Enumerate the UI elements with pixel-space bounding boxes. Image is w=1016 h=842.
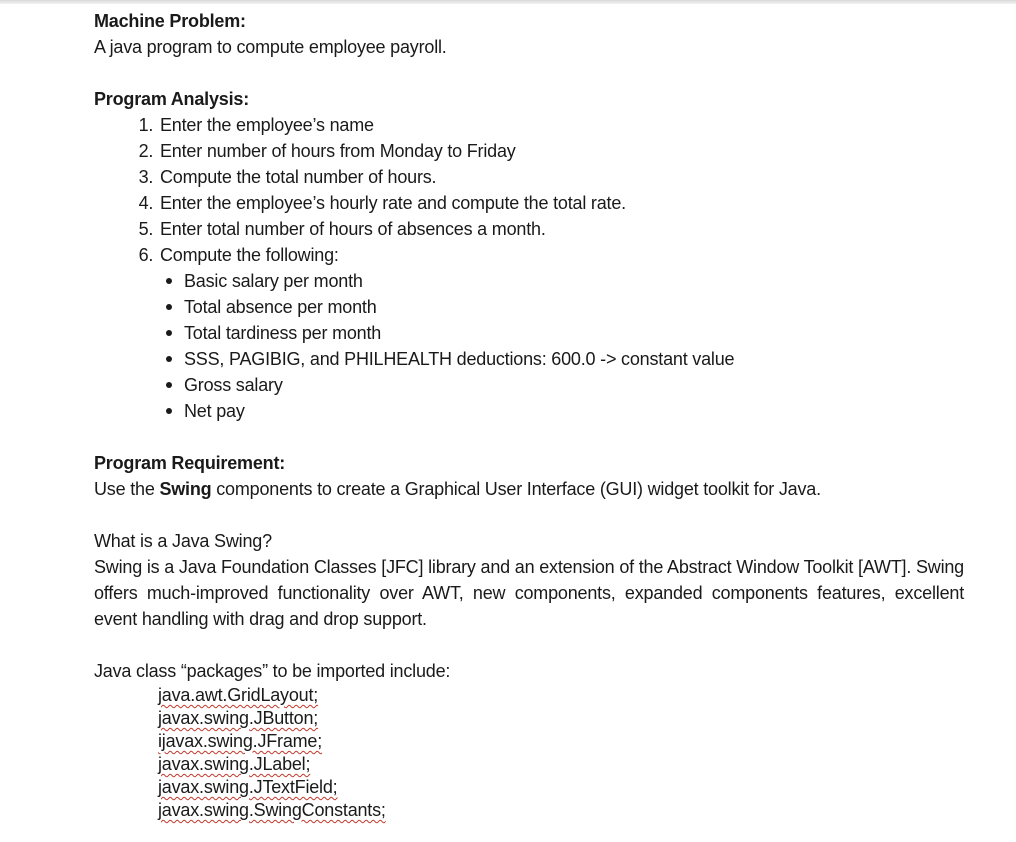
program-requirement-heading: Program Requirement:: [94, 453, 286, 473]
analysis-step: 2. Enter number of hours from Monday to Friday: [158, 138, 974, 164]
analysis-steps-list: [94, 112, 974, 424]
swing-question: What is a Java Swing?: [94, 531, 272, 551]
page-top-edge: [0, 0, 1016, 4]
compute-item: Gross salary: [184, 372, 974, 398]
spacer: [94, 60, 974, 86]
machine-problem-heading: Machine Problem:: [94, 11, 246, 31]
compute-item: Total absence per month: [184, 294, 974, 320]
analysis-step: 3. Compute the total number of hours.: [158, 164, 974, 190]
analysis-step: 6. Compute the following: Basic salary per month Total absence per month Total tardiness per month SSS, PAGIBIG, and PHILHEALTH deductions: 600.0 -> constant value Gross salary Net pay: [158, 242, 974, 424]
import-package: javax.swing.SwingConstants;: [158, 800, 386, 820]
import-package: java.awt.GridLayout;: [158, 685, 319, 705]
compute-item: Net pay: [184, 398, 974, 424]
analysis-step: 4. Enter the employee’s hourly rate and compute the total rate.: [158, 190, 974, 216]
program-requirement-text: Use the Swing components to create a Graphical User Interface (GUI) widget toolkit for Java.: [94, 479, 821, 499]
swing-answer: Swing is a Java Foundation Classes [JFC] library and an extension of the Abstract Window Toolkit [AWT]. Swing offers much-improved functionality over AWT, new components, expanded components features, excellent event handling with drag and drop support.: [94, 557, 964, 629]
machine-problem-text: A java program to compute employee payroll.: [94, 37, 447, 57]
analysis-step: 5. Enter total number of hours of absences a month.: [158, 216, 974, 242]
imports-list: [94, 684, 974, 822]
import-package: javax.swing.JButton;: [158, 708, 319, 728]
compute-item: SSS, PAGIBIG, and PHILHEALTH deductions: 600.0 -> constant value: [184, 346, 974, 372]
analysis-step: 1. Enter the employee’s name: [158, 112, 974, 138]
spacer: [94, 424, 974, 450]
import-package: javax.swing.JLabel;: [158, 754, 311, 774]
compute-items-list: [160, 268, 974, 424]
imports-intro: Java class “packages” to be imported include:: [94, 661, 451, 681]
spacer: [94, 502, 974, 528]
import-package: javax.swing.JTextField;: [158, 777, 338, 797]
compute-item: Basic salary per month: [184, 268, 974, 294]
spacer: [94, 632, 974, 658]
document-page: [94, 8, 974, 822]
import-package: ijavax.swing.JFrame;: [158, 731, 323, 751]
compute-item: Total tardiness per month: [184, 320, 974, 346]
swing-keyword: Swing: [159, 479, 212, 499]
program-analysis-heading: Program Analysis:: [94, 89, 249, 109]
